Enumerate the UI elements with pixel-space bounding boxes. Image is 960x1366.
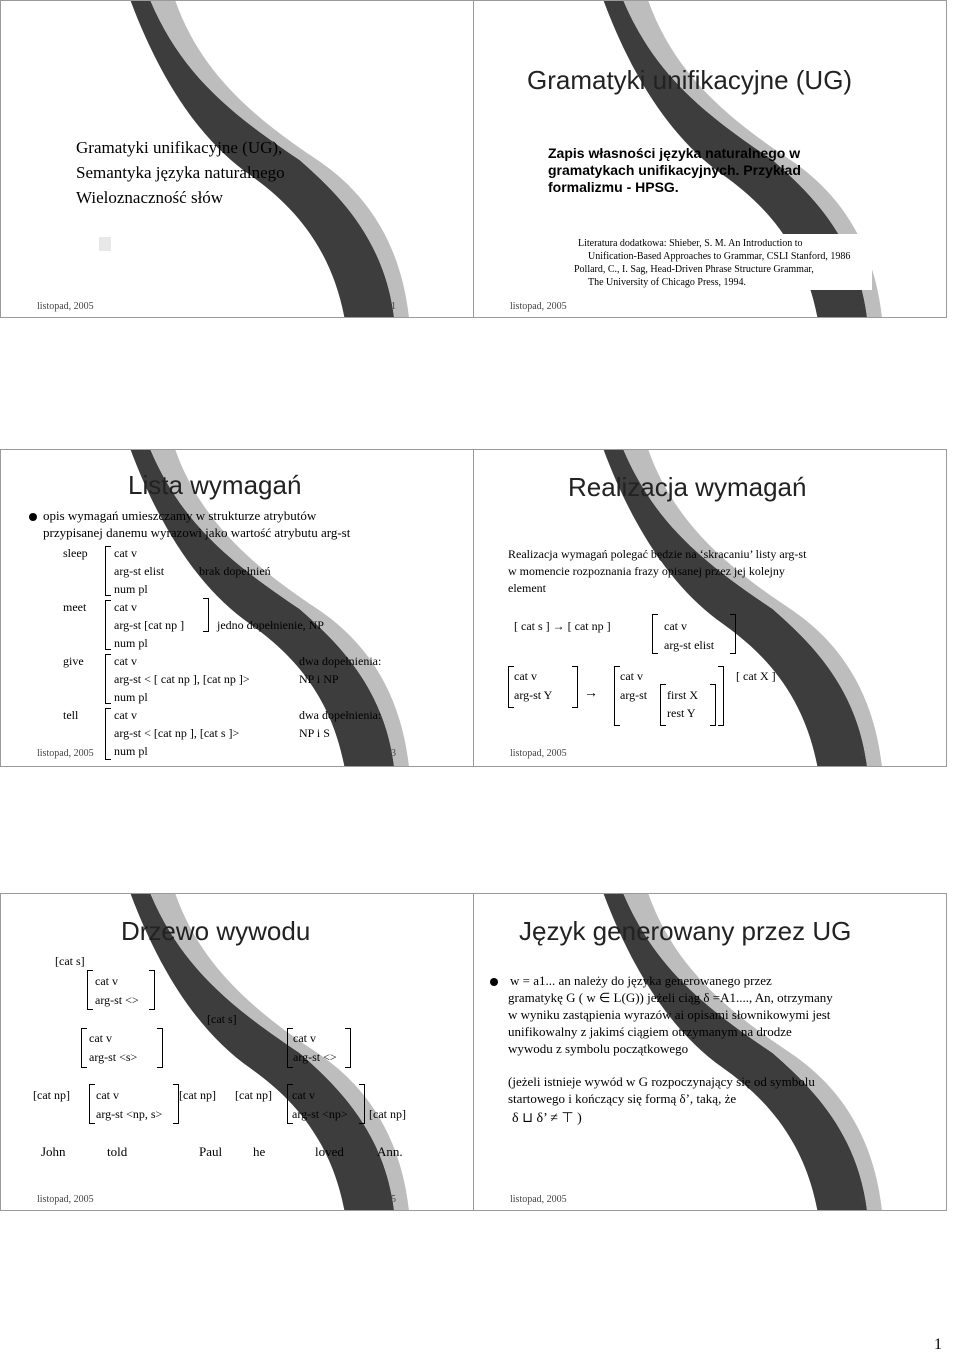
paragraph-line: startowego i kończący się formą δ’, taką, że bbox=[508, 1091, 737, 1106]
feature-cat: cat v bbox=[95, 974, 118, 988]
left-bracket bbox=[105, 654, 111, 704]
slide-1 bbox=[0, 0, 474, 318]
text-line: Realizacja wymagań polegać będzie na ‘skracaniu’ listy arg-st bbox=[508, 547, 807, 561]
intro-line: opis wymagań umieszczamy w strukturze atrybutów bbox=[43, 508, 317, 523]
feature-num: num pl bbox=[114, 690, 148, 704]
node-cat-np: [cat np] bbox=[179, 1088, 216, 1102]
left-bracket bbox=[660, 684, 666, 726]
slide-title: Język generowany przez UG bbox=[519, 916, 852, 946]
note-text: dwa dopełnienia: bbox=[299, 708, 382, 722]
note-text: brak dopełnień bbox=[199, 564, 271, 578]
feature-argst: arg-st <np, s> bbox=[96, 1107, 163, 1121]
word-label: sleep bbox=[63, 546, 88, 560]
node-cat-np: [cat np] bbox=[235, 1088, 272, 1102]
feature-cat: cat v bbox=[114, 654, 137, 668]
left-bracket bbox=[105, 600, 111, 650]
slide-title: Drzewo wywodu bbox=[121, 916, 311, 946]
node-cat-s: [cat s] bbox=[207, 1012, 237, 1026]
feature-cat-x: [ cat X ] bbox=[736, 669, 776, 683]
title-line: Wieloznaczność słów bbox=[76, 188, 224, 207]
reference-line: The University of Chicago Press, 1994. bbox=[588, 277, 747, 288]
arrow-icon: → bbox=[584, 686, 598, 701]
subtitle-line: gramatykach unifikacyjnych. Przykład bbox=[548, 162, 801, 178]
bullet-icon bbox=[490, 978, 498, 986]
left-bracket bbox=[105, 708, 111, 760]
left-bracket bbox=[81, 1028, 87, 1068]
feature-cat: cat v bbox=[114, 546, 137, 560]
paragraph-line: (jeżeli istnieje wywód w G rozpoczynający się od symbolu bbox=[508, 1074, 815, 1089]
subtitle-line: Zapis własności języka naturalnego w bbox=[548, 145, 801, 161]
feature-cat: cat v bbox=[514, 669, 537, 683]
note-text: NP i NP bbox=[299, 672, 339, 686]
left-bracket bbox=[87, 970, 93, 1010]
leaf-word: told bbox=[107, 1144, 128, 1159]
reference-line: Literatura dodatkowa: Shieber, S. M. An Introduction to bbox=[578, 238, 803, 249]
slide-number: 6 bbox=[860, 1194, 865, 1205]
paragraph-line: unifikowalny z jakimś ciągiem otrzymanym na drodze bbox=[508, 1024, 792, 1039]
left-bracket bbox=[89, 1084, 95, 1124]
feature-argst: arg-st <> bbox=[293, 1050, 337, 1064]
feature-cat: cat v bbox=[114, 708, 137, 722]
slide-2 bbox=[473, 0, 947, 318]
references-box bbox=[574, 234, 872, 290]
right-bracket bbox=[730, 614, 736, 654]
note-text: jedno dopełnienie, NP bbox=[217, 618, 324, 632]
paragraph-line: w wyniku zastąpienia wyrazów ai opisami słownikowymi jest bbox=[508, 1007, 831, 1022]
feature-argst: arg-st <s> bbox=[89, 1050, 138, 1064]
feature-cat: cat v bbox=[96, 1088, 119, 1102]
reference-line: Pollard, C., I. Sag, Head-Driven Phrase Structure Grammar, bbox=[574, 264, 814, 275]
rule-text: [ cat s ] → [ cat np ] bbox=[514, 619, 611, 633]
slide-number: 4 bbox=[860, 748, 865, 759]
leaf-word: Ann. bbox=[377, 1144, 403, 1159]
slide-title: Realizacja wymagań bbox=[568, 472, 807, 502]
right-bracket bbox=[149, 970, 155, 1010]
feature-argst: arg-st <> bbox=[95, 993, 139, 1007]
formula: δ ⊔ δ’ ≠ ⊤ ) bbox=[512, 1111, 582, 1126]
left-bracket bbox=[105, 546, 111, 596]
feature-num: num pl bbox=[114, 582, 148, 596]
feature-argst: arg-st elist bbox=[114, 564, 165, 578]
slide-number: 5 bbox=[391, 1194, 396, 1205]
text-line: w momencie rozpoznania frazy opisanej przez jej kolejny bbox=[508, 564, 785, 578]
right-bracket bbox=[203, 598, 209, 632]
paragraph-line: w = a1... an należy do języka generowanego przez bbox=[510, 973, 772, 988]
feature-cat: cat v bbox=[292, 1088, 315, 1102]
reference-line: Unification-Based Approaches to Grammar, CSLI Stanford, 1986 bbox=[588, 251, 851, 262]
slide-footer: listopad, 2005 bbox=[510, 1194, 567, 1205]
feature-argst: arg-st bbox=[620, 688, 648, 702]
feature-argst: arg-st elist bbox=[664, 638, 715, 652]
leaf-word: John bbox=[41, 1144, 66, 1159]
feature-num: num pl bbox=[114, 744, 148, 758]
feature-argst: arg-st < [ cat np ], [cat np ]> bbox=[114, 672, 250, 686]
left-bracket bbox=[652, 614, 658, 654]
page-number: 1 bbox=[934, 1336, 942, 1353]
slide-footer: listopad, 2005 bbox=[37, 1194, 94, 1205]
note-text: NP i S bbox=[299, 726, 330, 740]
slide-title: Lista wymagań bbox=[128, 470, 302, 500]
leaf-word: Paul bbox=[199, 1144, 223, 1159]
slide-footer: listopad, 2005 bbox=[510, 748, 567, 759]
leaf-word: he bbox=[253, 1144, 266, 1159]
feature-cat: cat v bbox=[89, 1031, 112, 1045]
paragraph-line: gramatykę G ( w ∈ L(G)) jeżeli ciąg δ =A1...., An, otrzymany bbox=[508, 990, 833, 1005]
slide-number: 1 bbox=[391, 301, 396, 312]
right-bracket bbox=[710, 684, 716, 726]
slide-number: 3 bbox=[391, 748, 396, 759]
leaf-word: loved bbox=[315, 1144, 344, 1159]
bullet-icon bbox=[29, 513, 37, 521]
text-line: element bbox=[508, 581, 546, 595]
slide-footer: listopad, 2005 bbox=[37, 748, 94, 759]
right-bracket bbox=[359, 1084, 365, 1124]
right-bracket bbox=[157, 1028, 163, 1068]
node-cat-np: [cat np] bbox=[33, 1088, 70, 1102]
slide-number: 2 bbox=[860, 301, 865, 312]
word-label: give bbox=[63, 654, 84, 668]
feature-rest: rest Y bbox=[667, 706, 696, 720]
word-label: meet bbox=[63, 600, 87, 614]
slide-footer: listopad, 2005 bbox=[37, 301, 94, 312]
slide-title: Gramatyki unifikacyjne (UG) bbox=[527, 65, 853, 95]
placeholder-box bbox=[99, 237, 111, 251]
title-line: Semantyka języka naturalnego bbox=[76, 163, 285, 182]
paragraph-line: wywodu z symbolu początkowego bbox=[508, 1041, 689, 1056]
slide-4 bbox=[473, 449, 947, 767]
intro-line: przypisanej danemu wyrazowi jako wartość atrybutu arg-st bbox=[43, 525, 351, 540]
feature-argst: arg-st <np> bbox=[292, 1107, 348, 1121]
feature-cat: cat v bbox=[664, 619, 687, 633]
slide-5 bbox=[0, 893, 474, 1211]
word-label: tell bbox=[63, 708, 79, 722]
right-bracket bbox=[718, 666, 724, 726]
node-cat-np: [cat np] bbox=[369, 1107, 406, 1121]
slide-footer: listopad, 2005 bbox=[510, 301, 567, 312]
feature-argst: arg-st [cat np ] bbox=[114, 618, 185, 632]
title-line: Gramatyki unifikacyjne (UG), bbox=[76, 138, 283, 157]
feature-first: first X bbox=[667, 688, 698, 702]
feature-num: num pl bbox=[114, 636, 148, 650]
slide-6 bbox=[473, 893, 947, 1211]
node-cat-s: [cat s] bbox=[55, 954, 85, 968]
subtitle-line: formalizmu - HPSG. bbox=[548, 179, 679, 195]
feature-cat: cat v bbox=[293, 1031, 316, 1045]
feature-cat: cat v bbox=[620, 669, 643, 683]
feature-argst: arg-st Y bbox=[514, 688, 553, 702]
note-text: dwa dopełnienia: bbox=[299, 654, 382, 668]
right-bracket bbox=[345, 1028, 351, 1068]
slide-3 bbox=[0, 449, 474, 767]
feature-argst: arg-st < [cat np ], [cat s ]> bbox=[114, 726, 240, 740]
feature-cat: cat v bbox=[114, 600, 137, 614]
right-bracket bbox=[572, 666, 578, 708]
